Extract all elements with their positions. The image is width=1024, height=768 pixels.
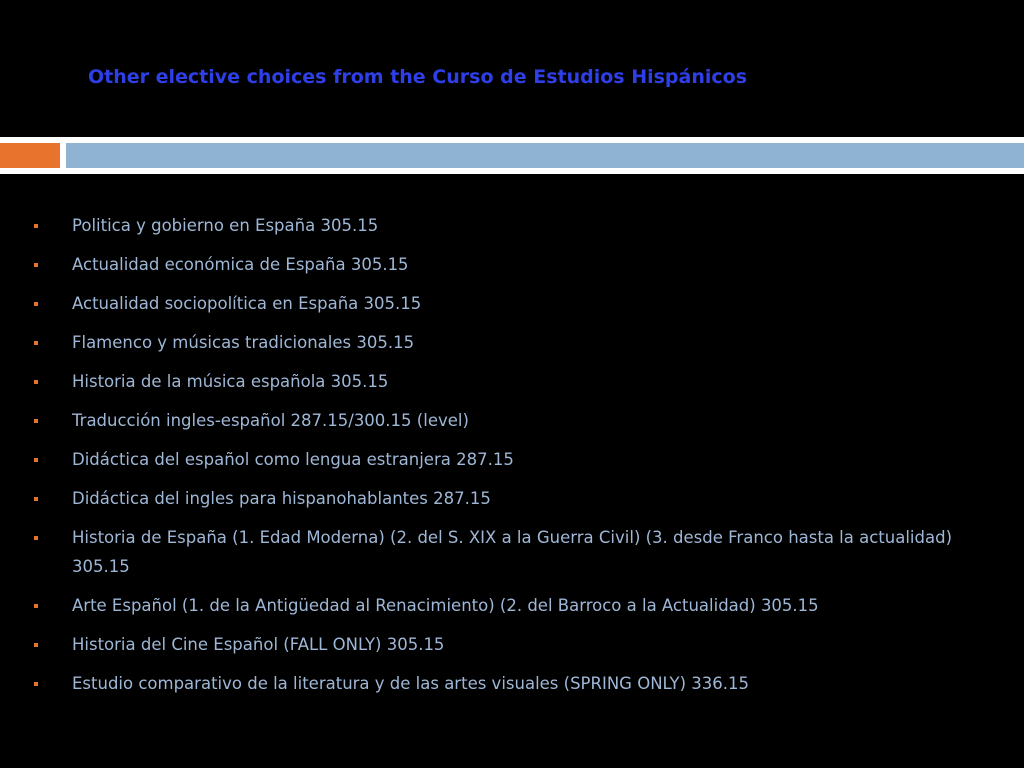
- list-item: [34, 445, 1014, 474]
- square-bullet-icon: [34, 263, 38, 267]
- list-item-label: Historia de España (1. Edad Moderna) (2. del S. XIX a la Guerra Civil) (3. desde Franco hasta la actualidad) 305.15: [72, 528, 953, 576]
- list-item: [34, 406, 1014, 435]
- list-item: [34, 289, 1014, 318]
- list-item-label: Actualidad sociopolítica en España 305.15: [72, 294, 422, 313]
- square-bullet-icon: [34, 497, 38, 501]
- list-item-label: Flamenco y músicas tradicionales 305.15: [72, 333, 415, 352]
- list-item-label: Didáctica del español como lengua estranjera 287.15: [72, 450, 514, 469]
- square-bullet-icon: [34, 341, 38, 345]
- list-item-label: Politica y gobierno en España 305.15: [72, 216, 379, 235]
- list-item-label: Actualidad económica de España 305.15: [72, 255, 409, 274]
- list-item: [34, 211, 1014, 240]
- square-bullet-icon: [34, 604, 38, 608]
- square-bullet-icon: [34, 536, 38, 540]
- list-item: [34, 591, 1014, 620]
- elective-course-list: [34, 211, 1014, 708]
- square-bullet-icon: [34, 682, 38, 686]
- list-item: [34, 523, 1014, 581]
- list-item-label: Traducción ingles-español 287.15/300.15 (level): [72, 411, 469, 430]
- square-bullet-icon: [34, 458, 38, 462]
- list-item: [34, 630, 1014, 659]
- square-bullet-icon: [34, 419, 38, 423]
- list-item: [34, 669, 1014, 698]
- list-item: [34, 328, 1014, 357]
- header-accent-orange: [0, 143, 60, 168]
- list-item-label: Estudio comparativo de la literatura y de las artes visuales (SPRING ONLY) 336.15: [72, 674, 750, 693]
- list-item-label: Didáctica del ingles para hispanohablantes 287.15: [72, 489, 491, 508]
- list-item-label: Historia del Cine Español (FALL ONLY) 305.15: [72, 635, 445, 654]
- square-bullet-icon: [34, 380, 38, 384]
- slide-title: Other elective choices from the Curso de Estudios Hispánicos: [88, 66, 748, 88]
- list-item-label: Historia de la música española 305.15: [72, 372, 389, 391]
- square-bullet-icon: [34, 302, 38, 306]
- list-item: [34, 367, 1014, 396]
- square-bullet-icon: [34, 643, 38, 647]
- square-bullet-icon: [34, 224, 38, 228]
- list-item: [34, 484, 1014, 513]
- list-item-label: Arte Español (1. de la Antigüedad al Renacimiento) (2. del Barroco a la Actualidad) 305.15: [72, 596, 819, 615]
- list-item: [34, 250, 1014, 279]
- header-accent-blue: [66, 143, 1024, 168]
